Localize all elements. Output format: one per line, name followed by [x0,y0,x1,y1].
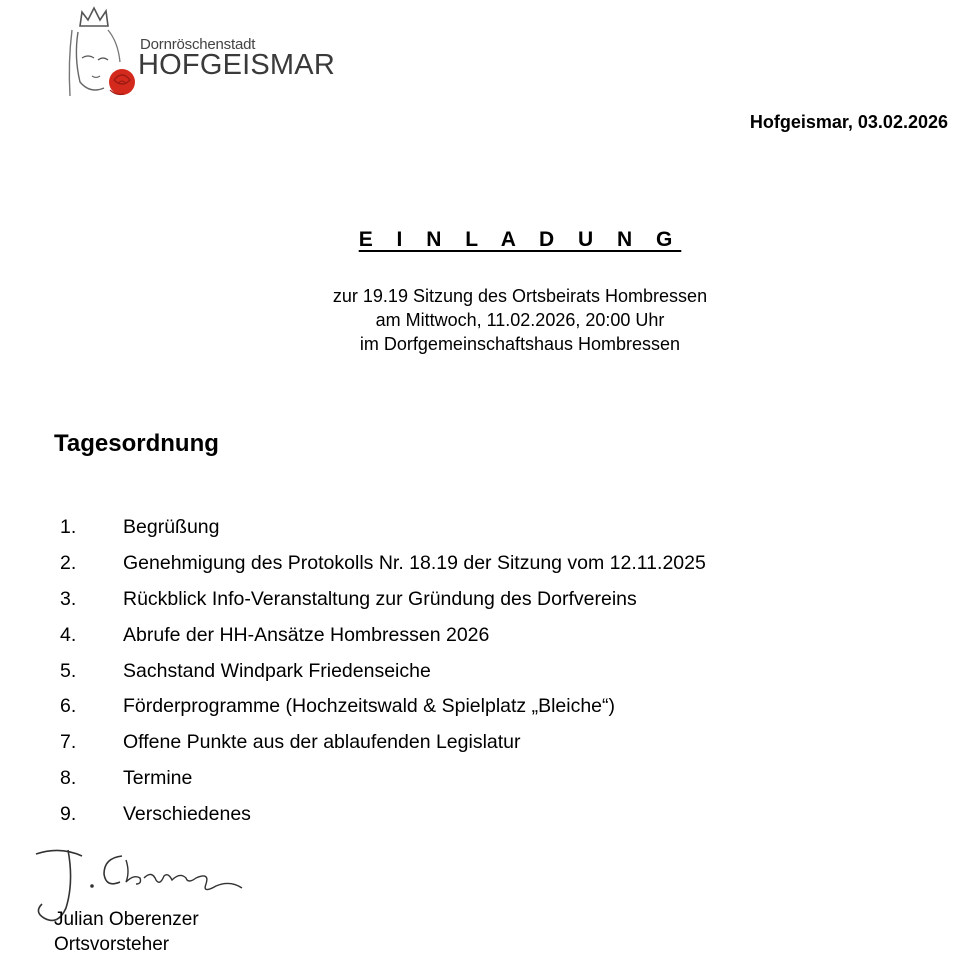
meeting-details [0,284,964,356]
agenda-item [60,653,706,689]
agenda-item-text: Verschiedenes [123,802,251,825]
agenda-item-text: Förderprogramme (Hochzeitswald & Spielplatz „Bleiche“) [123,695,616,718]
signatory-role: Ortsvorsteher [54,934,170,955]
agenda-heading: Tagesordnung [54,430,219,457]
agenda-item [60,725,706,761]
agenda-item [60,761,706,797]
agenda-item-text: Termine [123,766,193,789]
agenda-item-number: 2. [60,552,77,575]
agenda-item [60,546,706,582]
agenda-item [60,582,706,618]
agenda-item-number: 8. [60,766,77,789]
meeting-line: zur 19.19 Sitzung des Ortsbeirats Hombressen [332,286,708,306]
city-logo [64,2,354,102]
agenda-item-number: 7. [60,731,77,754]
agenda-item-text: Genehmigung des Protokolls Nr. 18.19 der Sitzung vom 12.11.2025 [123,552,706,575]
agenda-item-text: Abrufe der HH-Ansätze Hombressen 2026 [123,623,490,646]
agenda-item-text: Offene Punkte aus der ablaufenden Legislatur [123,731,521,754]
agenda-item-number: 5. [60,659,77,682]
agenda-item [60,796,706,832]
agenda-item-text: Rückblick Info-Veranstaltung zur Gründung des Dorfvereins [123,587,637,610]
agenda-item-text: Begrüßung [123,516,220,539]
agenda-item-number: 9. [60,802,77,825]
logo-title: HOFGEISMAR [138,49,335,81]
agenda-item-number: 1. [60,516,77,539]
logo-subtitle: Dornröschenstadt [140,36,256,53]
agenda-item [60,510,706,546]
meeting-line: im Dorfgemeinschaftshaus Hombressen [359,334,681,354]
signature-block [54,907,199,957]
agenda-item-text: Sachstand Windpark Friedenseiche [123,659,431,682]
agenda-item [60,617,706,653]
agenda-item-number: 4. [60,623,77,646]
agenda-item-number: 3. [60,587,77,610]
signatory-name: Julian Oberenzer [54,909,199,930]
agenda-item [60,689,706,725]
agenda-item-number: 6. [60,695,77,718]
document-date: Hofgeismar, 03.02.2026 [749,112,948,132]
document-title: E I N L A D U N G [358,228,682,251]
meeting-line: am Mittwoch, 11.02.2026, 20:00 Uhr [375,310,665,330]
agenda-list [60,510,706,832]
